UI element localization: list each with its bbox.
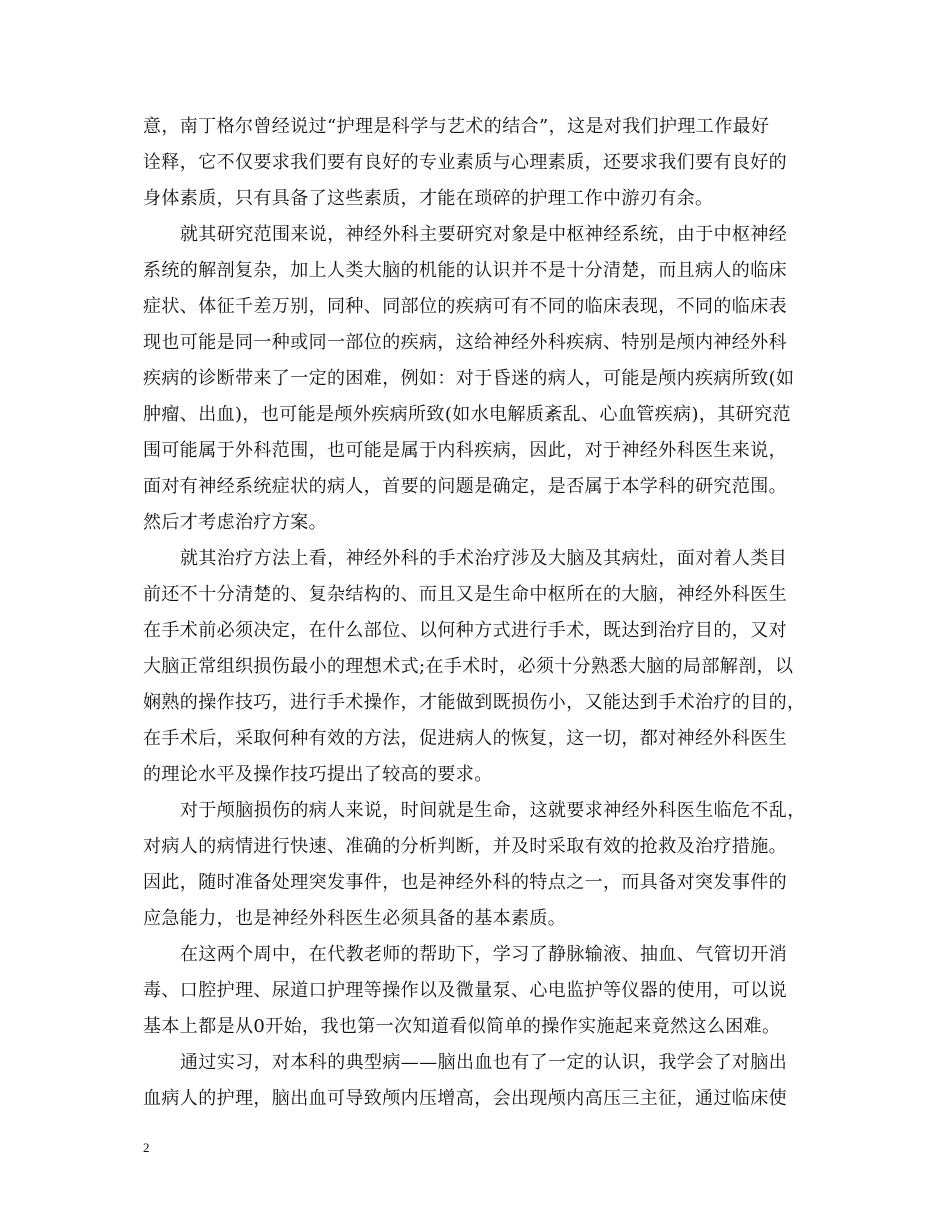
text-line: 然后才考虑治疗方案。 [143, 512, 327, 533]
text-line: 诠释，它不仅要求我们要有良好的专业素质与心理素质，还要求我们要有良好的 [143, 152, 787, 173]
text-line: 在手术后，采取何种有效的方法，促进病人的恢复，这一切，都对神经外科医生 [143, 728, 787, 749]
text-line: 对病人的病情进行快速、准确的分析判断，并及时采取有效的抢救及治疗措施。 [143, 836, 787, 857]
text-line: 现也可能是同一种或同一部位的疾病，这给神经外科疾病、特别是颅内神经外科 [143, 332, 787, 353]
text-line: 基本上都是从0开始，我也第一次知道看似简单的操作实施起来竟然这么困难。 [143, 1016, 781, 1037]
paragraph-first-line: 通过实习，对本科的典型病——脑出血也有了一定的认识，我学会了对脑出 [180, 1052, 788, 1073]
page-number: 2 [143, 1140, 150, 1155]
text-line: 应急能力，也是神经外科医生必须具备的基本素质。 [143, 908, 567, 929]
text-line: 的理论水平及操作技巧提出了较高的要求。 [143, 764, 493, 785]
text-line: 系统的解剖复杂，加上人类大脑的机能的认识并不是十分清楚，而且病人的临床 [143, 260, 787, 281]
text-line: 身体素质，只有具备了这些素质，才能在琐碎的护理工作中游刃有余。 [143, 188, 714, 209]
text-line: 血病人的护理，脑出血可导致颅内压增高，会出现颅内高压三主征，通过临床使 [143, 1088, 787, 1109]
paragraph-first-line: 就其治疗方法上看，神经外科的手术治疗涉及大脑及其病灶，面对着人类目 [180, 548, 788, 569]
text-line: 肿瘤、出血)，也可能是颅外疾病所致(如水电解质紊乱、心血管疾病)，其研究范 [143, 404, 791, 425]
text-line: 在手术前必须决定，在什么部位、以何种方式进行手术，既达到治疗目的，又对 [143, 620, 787, 641]
text-line: 意，南丁格尔曾经说过“护理是科学与艺术的结合”，这是对我们护理工作最好 [143, 116, 770, 137]
text-line: 前还不十分清楚的、复杂结构的、而且又是生命中枢所在的大脑，神经外科医生 [143, 584, 787, 605]
paragraph-first-line: 对于颅脑损伤的病人来说，时间就是生命，这就要求神经外科医生临危不乱， [180, 800, 806, 821]
text-line: 大脑正常组织损伤最小的理想术式;在手术时，必须十分熟悉大脑的局部解剖，以 [143, 656, 794, 677]
text-line: 症状、体征千差万别，同种、同部位的疾病可有不同的临床表现，不同的临床表 [143, 296, 787, 317]
text-line: 围可能属于外科范围，也可能是属于内科疾病，因此，对于神经外科医生来说， [143, 440, 787, 461]
paragraph-first-line: 在这两个周中，在代教老师的帮助下，学习了静脉输液、抽血、气管切开消 [180, 944, 788, 965]
text-line: 疾病的诊断带来了一定的困难，例如：对于昏迷的病人，可能是颅内疾病所致(如 [143, 368, 795, 389]
text-line: 娴熟的操作技巧，进行手术操作，才能做到既损伤小，又能达到手术治疗的目的， [143, 692, 806, 713]
text-line: 面对有神经系统症状的病人，首要的问题是确定，是否属于本学科的研究范围。 [143, 476, 787, 497]
text-line: 毒、口腔护理、尿道口护理等操作以及微量泵、心电监护等仪器的使用，可以说 [143, 980, 787, 1001]
paragraph-first-line: 就其研究范围来说，神经外科主要研究对象是中枢神经系统，由于中枢神经 [180, 224, 788, 245]
text-line: 因此，随时准备处理突发事件，也是神经外科的特点之一，而具备对突发事件的 [143, 872, 787, 893]
